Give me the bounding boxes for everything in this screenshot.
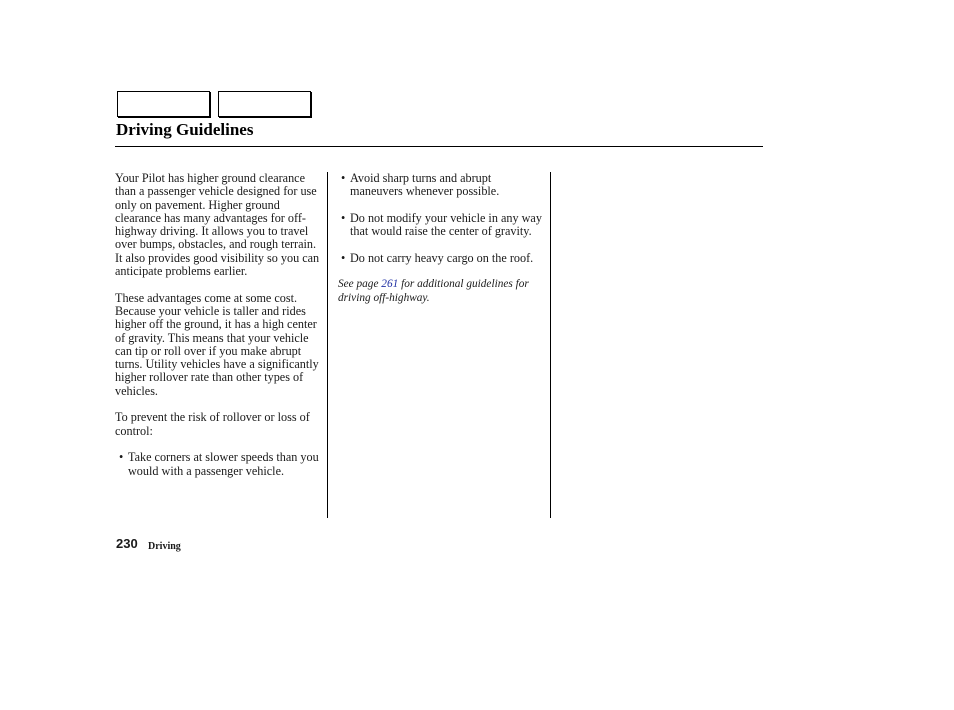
- nav-button-next[interactable]: [218, 91, 311, 117]
- column-divider: [550, 172, 551, 518]
- text-column-1: [115, 172, 325, 491]
- page-number: 230: [116, 536, 138, 551]
- list-item: • Avoid sharp turns and abrupt maneuvers whenever possible.: [338, 172, 542, 199]
- column-divider: [327, 172, 328, 518]
- rollover-tips-list: [116, 451, 325, 478]
- note-prefix: See page: [338, 278, 382, 291]
- nav-button-previous[interactable]: [117, 91, 210, 117]
- list-item: • Do not carry heavy cargo on the roof.: [338, 252, 542, 265]
- paragraph-prevent-rollover: To prevent the risk of rollover or loss of control:: [115, 410, 310, 438]
- text-column-2: [338, 172, 542, 318]
- paragraph-clearance: Your Pilot has higher ground clearance than a passenger vehicle designed for use only on pavement. Higher ground clearance has many advantages for off-highway driving. It allows you to travel over bumps, obstacles, and rough terrain. It also provides good visibility so you can anticipate problems earlier.: [115, 171, 320, 279]
- list-item: • Take corners at slower speeds than you would with a passenger vehicle.: [116, 451, 325, 478]
- rollover-tips-list-continued: [338, 172, 542, 265]
- section-title: Driving Guidelines: [116, 120, 254, 139]
- list-item: • Do not modify your vehicle in any way that would raise the center of gravity.: [338, 212, 542, 239]
- cross-reference-note: [338, 278, 542, 305]
- chapter-label: Driving: [148, 541, 181, 552]
- title-rule: [115, 146, 763, 147]
- page-261-link[interactable]: 261: [381, 278, 399, 291]
- note-suffix: for additional guidelines for driving off-highway.: [338, 278, 529, 304]
- paragraph-advantages-cost: These advantages come at some cost. Because your vehicle is taller and rides higher off the ground, it has a high center of gravity. This means that your vehicle can tip or roll over if you make abrupt turns. Utility vehicles have a significantly higher rollover rate than other types of vehicles.: [115, 290, 319, 398]
